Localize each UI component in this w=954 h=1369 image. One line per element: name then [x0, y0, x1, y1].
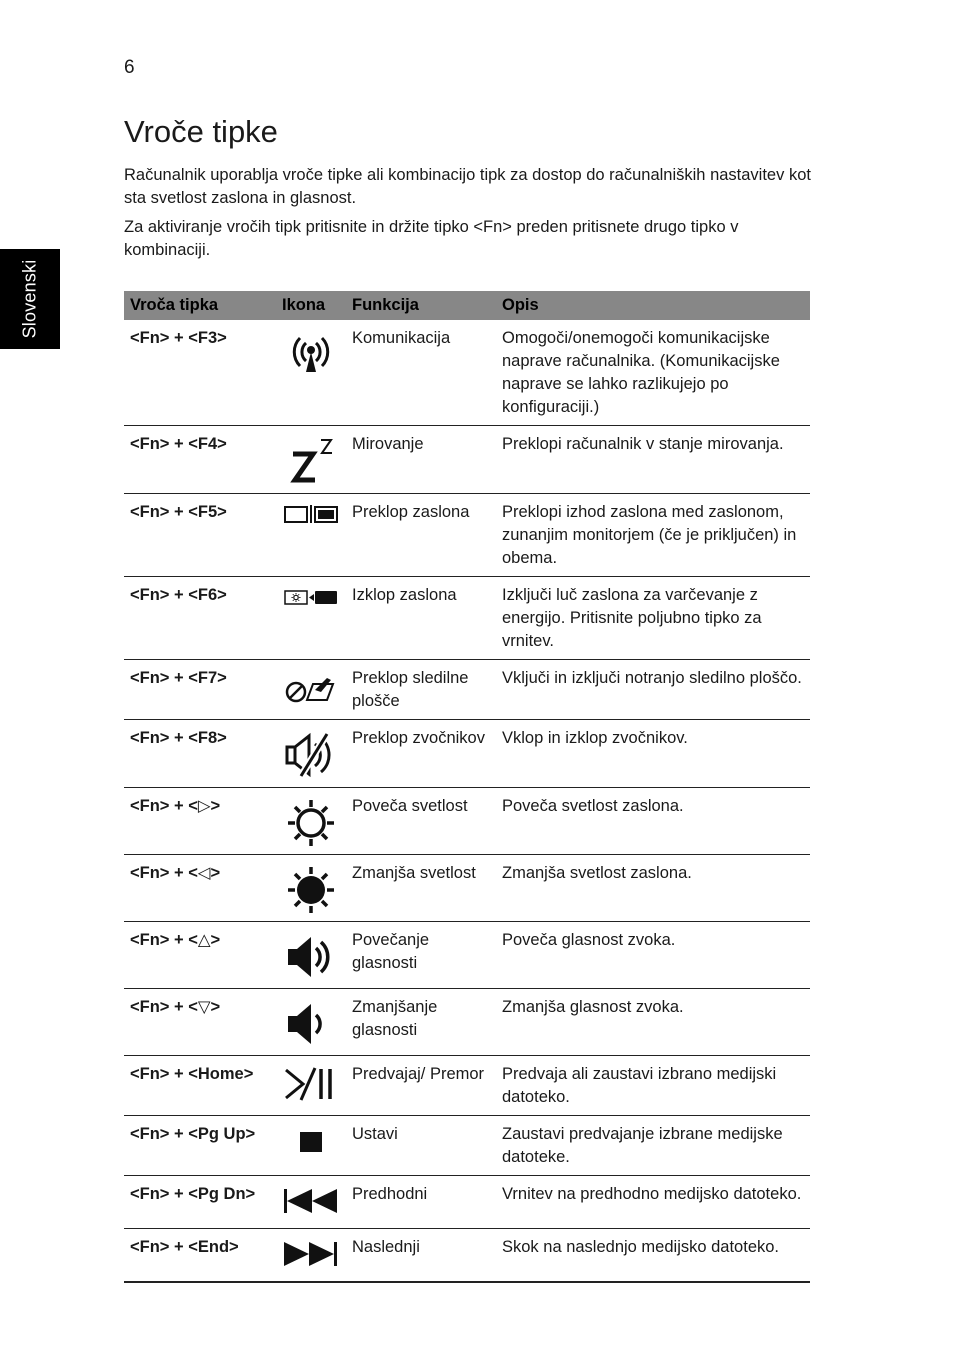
- hotkey-cell: <Fn> + <F4>: [124, 426, 276, 494]
- hotkey-cell: <Fn> + <End>: [124, 1229, 276, 1282]
- volume-down-icon: [284, 999, 338, 1049]
- next-track-icon: [282, 1239, 340, 1269]
- hotkey-cell: <Fn> + <Pg Dn>: [124, 1176, 276, 1229]
- display-toggle-icon: [283, 504, 339, 524]
- description-cell: Vklop in izklop zvočnikov.: [496, 720, 810, 788]
- table-row: [124, 855, 810, 922]
- function-cell: Preklop sledilne plošče: [346, 660, 496, 720]
- table-row: [124, 320, 810, 426]
- function-cell: Izklop zaslona: [346, 577, 496, 660]
- table-row: [124, 1176, 810, 1229]
- description-cell: Vrnitev na predhodno medijsko datoteko.: [496, 1176, 810, 1229]
- brightness-down-icon: [284, 865, 338, 915]
- function-cell: Zmanjša svetlost: [346, 855, 496, 922]
- header-description: Opis: [496, 291, 810, 320]
- function-cell: Zmanjšanje glasnosti: [346, 989, 496, 1056]
- table-row: [124, 1229, 810, 1282]
- language-label: Slovenski: [19, 259, 40, 339]
- function-cell: Preklop zvočnikov: [346, 720, 496, 788]
- table-header-row: [124, 291, 810, 320]
- page-title: Vroče tipke: [124, 114, 278, 149]
- hotkey-cell: <Fn> + <Pg Up>: [124, 1116, 276, 1176]
- hotkey-cell: <Fn> + <▷>: [124, 788, 276, 855]
- sleep-zz-icon: [284, 436, 338, 486]
- hotkey-cell: <Fn> + <F8>: [124, 720, 276, 788]
- header-hotkey: Vroča tipka: [124, 291, 276, 320]
- display-off-icon: [283, 587, 339, 607]
- play-pause-icon: [283, 1066, 339, 1102]
- language-side-tab: [0, 249, 60, 349]
- hotkey-cell: <Fn> + <F7>: [124, 660, 276, 720]
- table-row: [124, 494, 810, 577]
- description-cell: Izključi luč zaslona za varčevanje z energijo. Pritisnite poljubno tipko za vrnitev.: [496, 577, 810, 660]
- function-cell: Ustavi: [346, 1116, 496, 1176]
- description-cell: Skok na naslednjo medijsko datoteko.: [496, 1229, 810, 1282]
- volume-up-icon: [284, 932, 338, 982]
- description-cell: Poveča svetlost zaslona.: [496, 788, 810, 855]
- function-cell: Poveča svetlost: [346, 788, 496, 855]
- description-cell: Preklopi izhod zaslona med zaslonom, zunanjim monitorjem (če je priključen) in obema.: [496, 494, 810, 577]
- hotkey-cell: <Fn> + <▽>: [124, 989, 276, 1056]
- header-function: Funkcija: [346, 291, 496, 320]
- header-icon: Ikona: [276, 291, 346, 320]
- description-cell: Preklopi računalnik v stanje mirovanja.: [496, 426, 810, 494]
- previous-track-icon: [282, 1186, 340, 1216]
- hotkey-cell: <Fn> + <Home>: [124, 1056, 276, 1116]
- intro-paragraph: Računalnik uporablja vroče tipke ali kombinacijo tipk za dostop do računalniških nastavitev kot sta svetlost zaslona in glasnost.: [124, 166, 811, 207]
- hotkey-cell: <Fn> + <F5>: [124, 494, 276, 577]
- table-row: [124, 1056, 810, 1116]
- stop-icon: [296, 1126, 326, 1156]
- brightness-up-icon: [284, 798, 338, 848]
- table-row: [124, 1116, 810, 1176]
- description-cell: Omogoči/onemogoči komunikacijske naprave računalnika. (Komunikacijske naprave se lahko razlikujejo po konfiguraciji.): [496, 320, 810, 426]
- description-cell: Zmanjša svetlost zaslona.: [496, 855, 810, 922]
- description-cell: Zaustavi predvajanje izbrane medijske datoteke.: [496, 1116, 810, 1176]
- touchpad-toggle-icon: [283, 670, 339, 706]
- hotkey-cell: <Fn> + <F3>: [124, 320, 276, 426]
- table-row: [124, 922, 810, 989]
- function-cell: Povečanje glasnosti: [346, 922, 496, 989]
- function-cell: Komunikacija: [346, 320, 496, 426]
- hotkeys-table: [124, 291, 810, 1283]
- description-cell: Poveča glasnost zvoka.: [496, 922, 810, 989]
- function-cell: Predvajaj/ Premor: [346, 1056, 496, 1116]
- function-cell: Naslednji: [346, 1229, 496, 1282]
- description-cell: Vključi in izključi notranjo sledilno ploščo.: [496, 660, 810, 720]
- hotkey-cell: <Fn> + <F6>: [124, 577, 276, 660]
- table-row: [124, 577, 810, 660]
- function-cell: Predhodni: [346, 1176, 496, 1229]
- description-cell: Predvaja ali zaustavi izbrano medijski datoteko.: [496, 1056, 810, 1116]
- page-number: 6: [124, 57, 135, 78]
- hotkey-cell: <Fn> + <△>: [124, 922, 276, 989]
- table-row: [124, 660, 810, 720]
- table-row: [124, 720, 810, 788]
- speaker-mute-icon: [283, 730, 339, 780]
- wireless-communication-icon: [284, 330, 338, 374]
- table-row: [124, 426, 810, 494]
- intro-paragraph: Za aktiviranje vročih tipk pritisnite in držite tipko <Fn> preden pritisnete drugo tipko v kombinaciji.: [124, 218, 739, 259]
- hotkey-cell: <Fn> + <◁>: [124, 855, 276, 922]
- table-row: [124, 989, 810, 1056]
- description-cell: Zmanjša glasnost zvoka.: [496, 989, 810, 1056]
- table-row: [124, 788, 810, 855]
- function-cell: Mirovanje: [346, 426, 496, 494]
- function-cell: Preklop zaslona: [346, 494, 496, 577]
